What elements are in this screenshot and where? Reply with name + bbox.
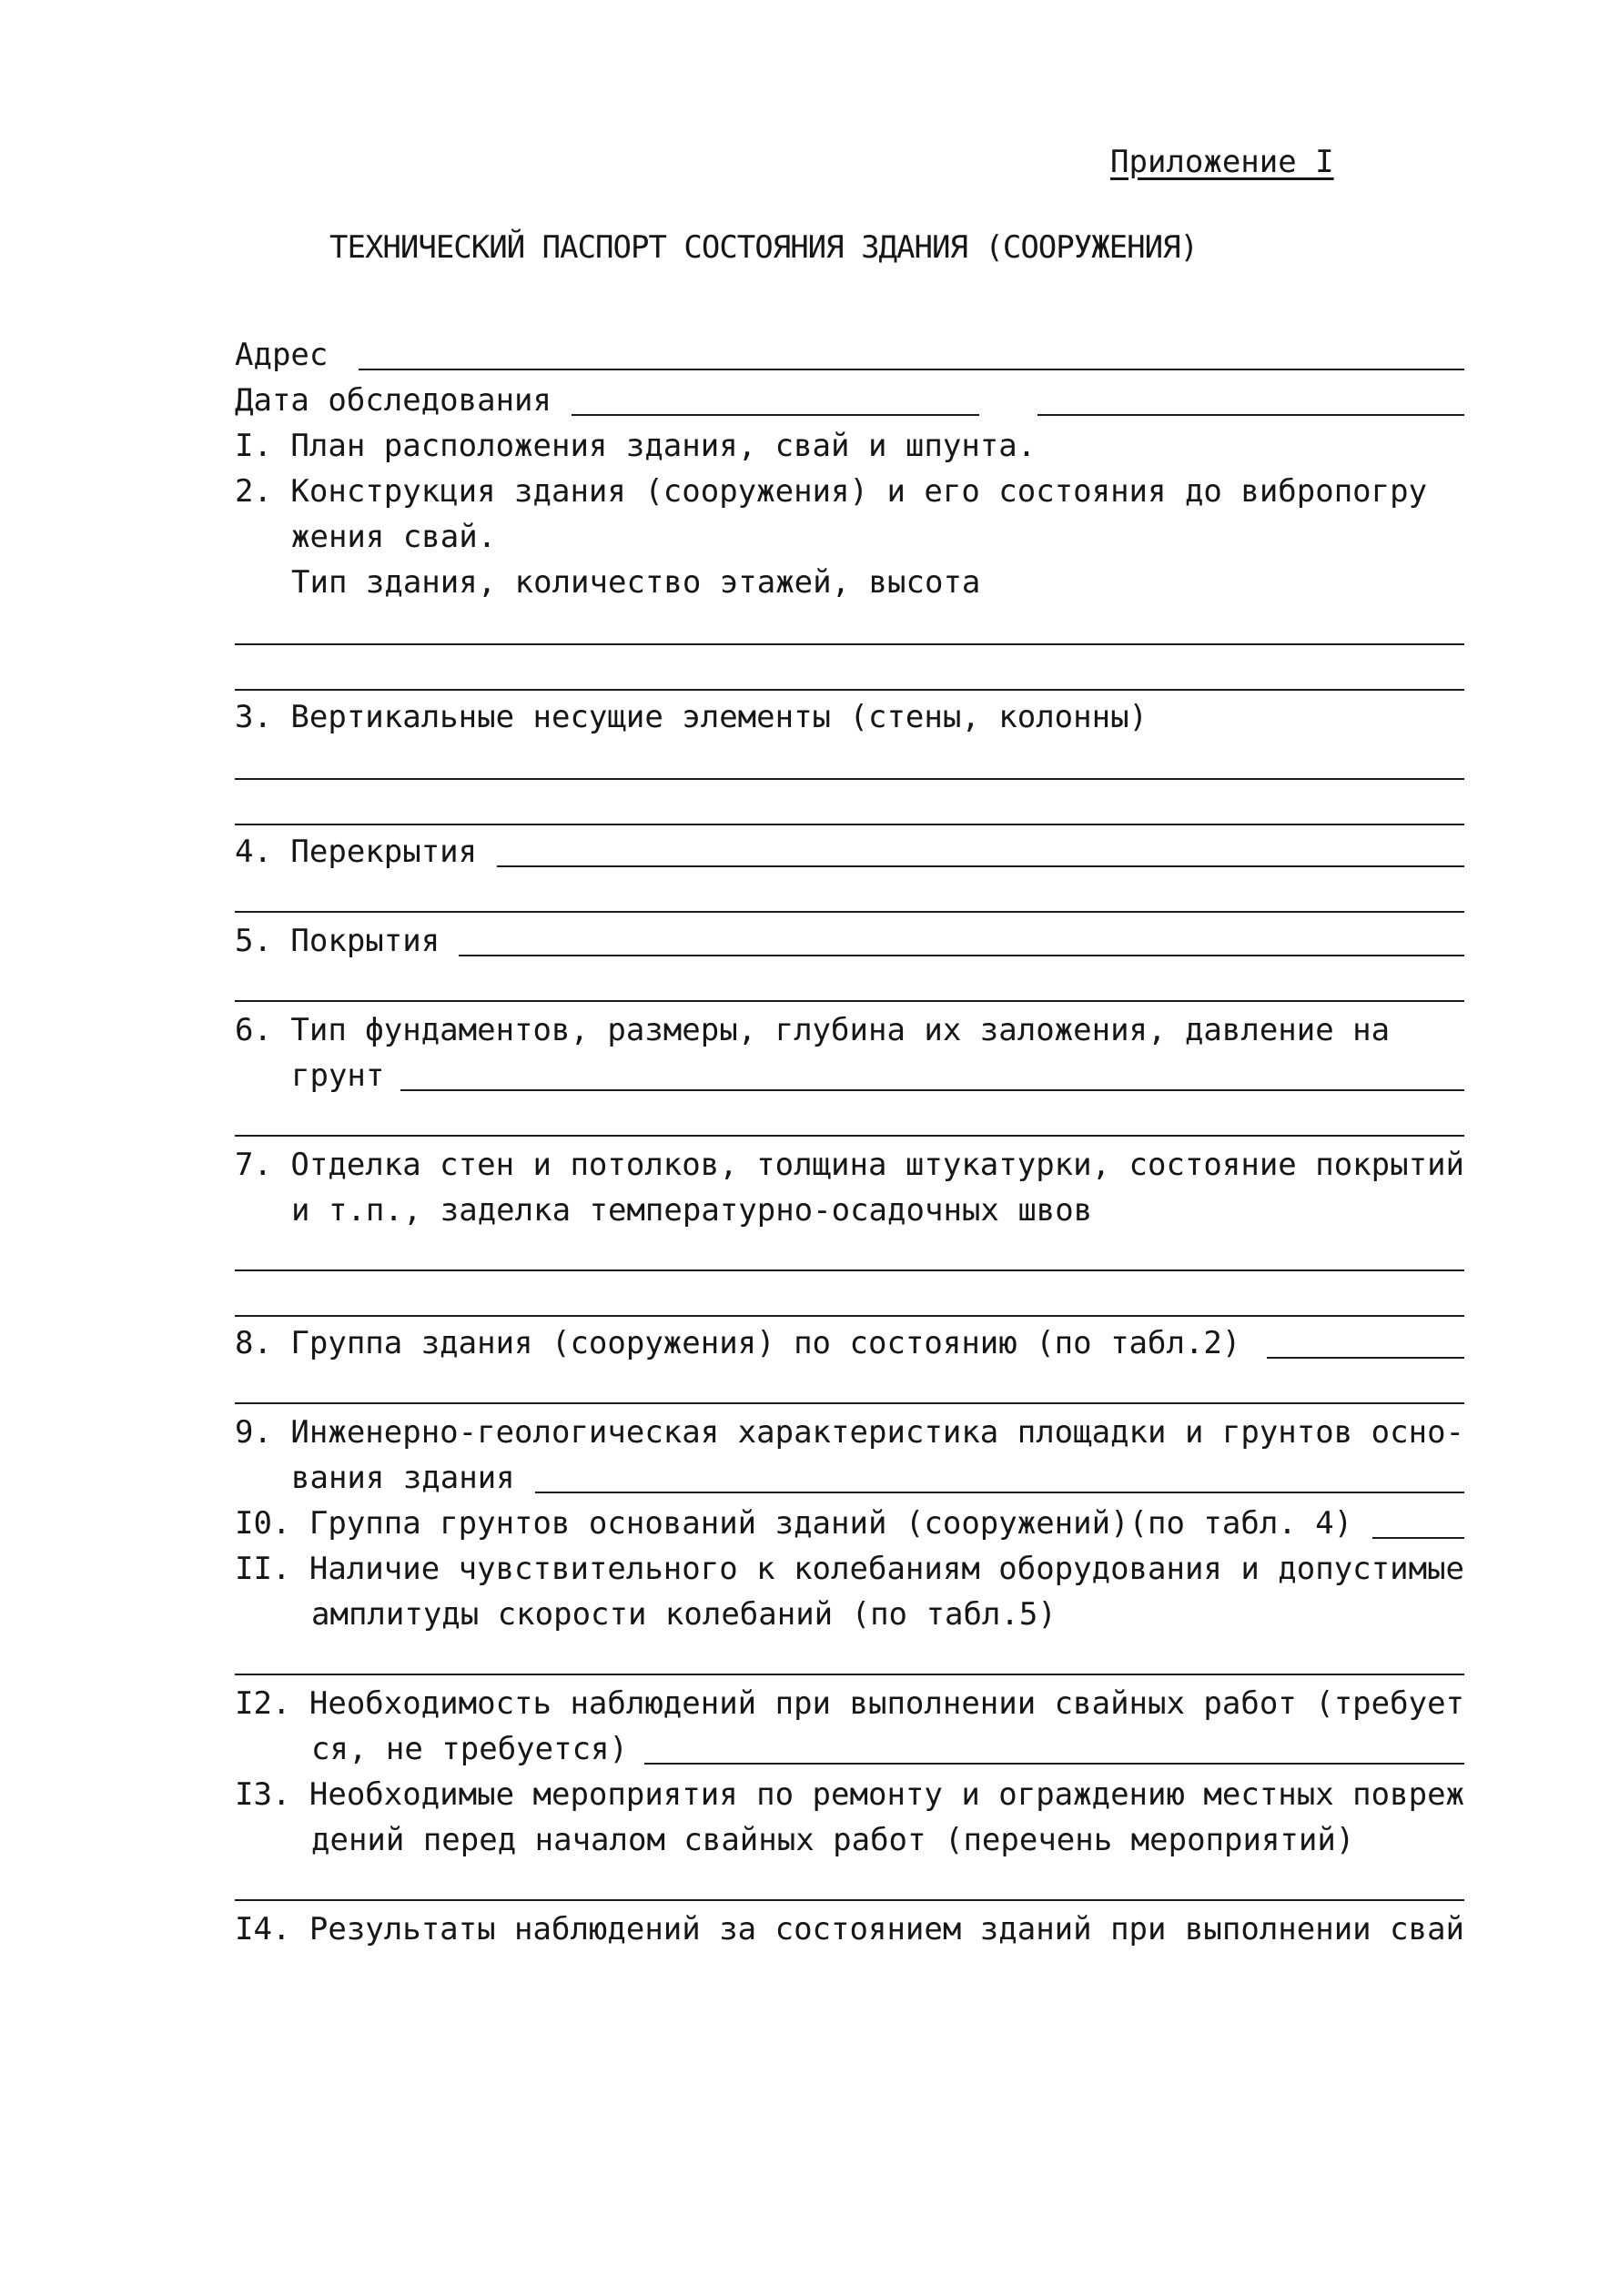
item-10-fill-line	[1372, 1537, 1464, 1539]
item-2-fill-line-2	[235, 689, 1464, 691]
item-6-line-2: грунт	[291, 1057, 385, 1094]
item-2-line-2: жения свай.	[291, 519, 497, 555]
item-4-fill-line-1	[497, 865, 1464, 867]
item-7-line-1: 7. Отделка стен и потолков, толщина штукатурки, состояние покрытий	[235, 1147, 1465, 1183]
item-6-line-1: 6. Тип фундаментов, размеры, глубина их заложения, давление на	[235, 1012, 1391, 1048]
item-9-line-2: вания здания	[291, 1460, 515, 1496]
item-7-fill-line-1	[235, 1269, 1464, 1271]
item-9-line-1: 9. Инженерно-геологическая характеристика площадки и грунтов осно-	[235, 1414, 1465, 1451]
survey-date-fill-line-2	[1037, 414, 1464, 416]
item-4-fill-line-2	[235, 911, 1464, 913]
item-11-fill-line	[235, 1674, 1464, 1675]
item-13-line-1: I3. Необходимые мероприятия по ремонту и ограждению местных повреж	[235, 1776, 1465, 1813]
item-12-line-1: I2. Необходимость наблюдений при выполнении свайных работ (требует	[235, 1685, 1465, 1722]
survey-date-fill-line	[572, 414, 979, 416]
address-label: Адрес	[235, 337, 329, 373]
item-7-line-2: и т.п., заделка температурно-осадочных швов	[291, 1192, 1093, 1229]
address-fill-line	[359, 369, 1464, 370]
item-5-line-1: 5. Покрытия	[235, 923, 440, 959]
item-13-line-2: дений перед началом свайных работ (перечень мероприятий)	[311, 1822, 1355, 1858]
item-2-line-3: Тип здания, количество этажей, высота	[291, 564, 981, 601]
item-3-fill-line-2	[235, 824, 1464, 825]
survey-date-label: Дата обследования	[235, 382, 552, 419]
appendix-label: Приложение I	[1110, 144, 1334, 180]
item-7-fill-line-2	[235, 1315, 1464, 1317]
item-5-fill-line-2	[235, 1000, 1464, 1002]
item-3-fill-line-1	[235, 778, 1464, 780]
item-8-fill-line-1	[1267, 1357, 1464, 1359]
item-13-fill-line	[235, 1899, 1464, 1901]
item-8-fill-line-2	[235, 1402, 1464, 1404]
item-2-line-1: 2. Конструкция здания (сооружения) и его состояния до вибропогру	[235, 473, 1428, 510]
item-8-line-1: 8. Группа здания (сооружения) по состоянию (по табл.2)	[235, 1325, 1241, 1361]
item-6-fill-line-2	[235, 1135, 1464, 1137]
document-title: ТЕХНИЧЕСКИЙ ПАСПОРТ СОСТОЯНИЯ ЗДАНИЯ (СООРУЖЕНИЯ)	[329, 229, 1199, 266]
item-11-line-2: амплитуды скорости колебаний (по табл.5)	[311, 1596, 1057, 1633]
item-11-line-1: II. Наличие чувствительного к колебаниям оборудования и допустимые	[235, 1551, 1465, 1587]
item-14-line-1: I4. Результаты наблюдений за состоянием зданий при выполнении свай	[235, 1911, 1465, 1947]
item-6-fill-line-1	[400, 1089, 1464, 1091]
item-10-line-1: I0. Группа грунтов оснований зданий (сооружений)(по табл. 4)	[235, 1505, 1353, 1542]
item-3-line-1: 3. Вертикальные несущие элементы (стены, колонны)	[235, 699, 1149, 735]
item-2-fill-line-1	[235, 643, 1464, 645]
item-12-line-2: ся, не требуется)	[311, 1731, 628, 1767]
item-5-fill-line-1	[459, 955, 1464, 956]
item-12-fill-line	[644, 1763, 1464, 1765]
item-9-fill-line	[535, 1492, 1464, 1493]
item-1-line-1: I. План расположения здания, свай и шпунта.	[235, 428, 1037, 464]
item-4-line-1: 4. Перекрытия	[235, 834, 478, 870]
